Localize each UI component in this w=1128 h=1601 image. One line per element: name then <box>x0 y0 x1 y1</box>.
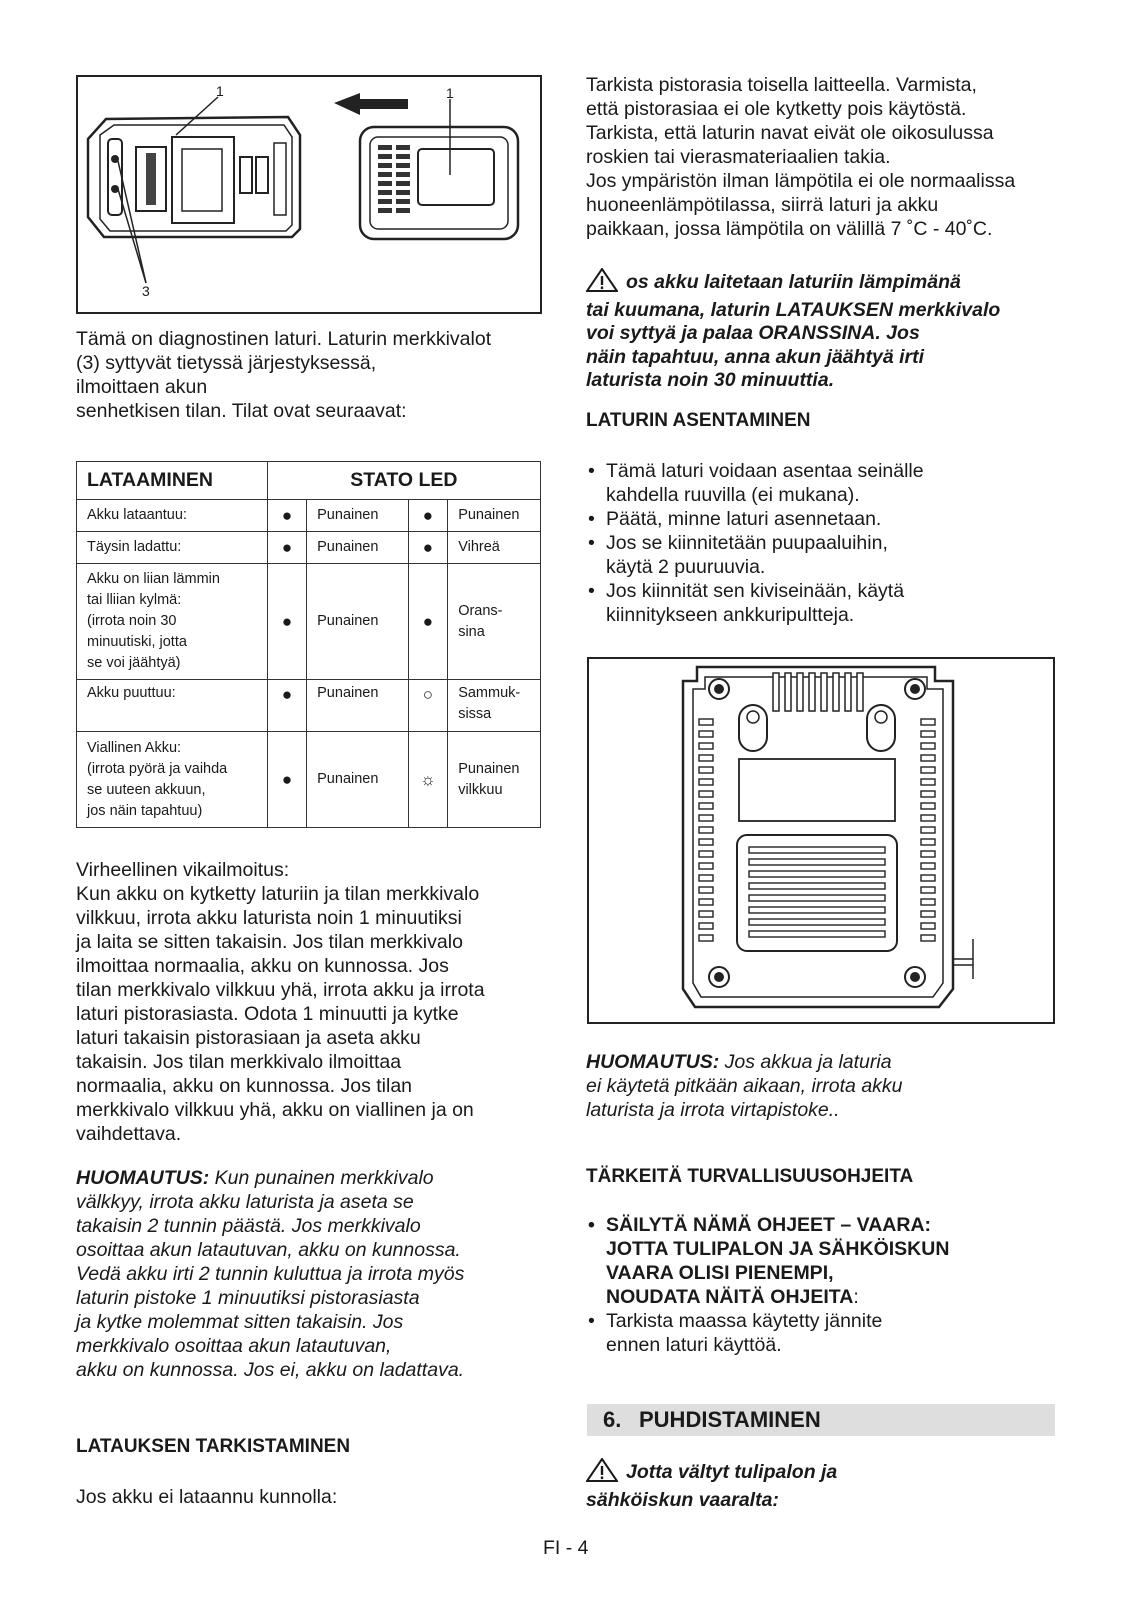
callout-3: 3 <box>142 283 150 299</box>
page-number: FI - 4 <box>543 1537 589 1559</box>
table-row <box>77 564 541 680</box>
note-line: välkkyy, irrota akku laturista ja aseta se <box>76 1191 414 1213</box>
led-1-symbol: ● <box>267 564 306 680</box>
intro-line: (3) syttyvät tietyssä järjestyksessä, <box>76 352 377 374</box>
note-line: takaisin 2 tunnin päästä. Jos merkkivalo <box>76 1215 421 1237</box>
fault-title: Virheellinen vikailmoitus: <box>76 859 290 881</box>
text-line: huoneenlämpötilassa, siirrä laturi ja akku <box>586 194 939 216</box>
fault-line: laturi pistorasiasta. Odota 1 minuutti ja kytke <box>76 1003 459 1025</box>
charger-bottom-drawing <box>589 659 1053 1022</box>
warning-triangle-icon <box>586 268 618 299</box>
led-1-color: Punainen <box>307 532 409 564</box>
text-line: roskien tai vierasmateriaalien takia. <box>586 146 891 168</box>
storage-note <box>586 1050 1056 1122</box>
list-item: • Tarkista maassa käytetty jännite ennen laturi käyttöä. <box>586 1309 1056 1357</box>
list-item: • SÄILYTÄ NÄMÄ OHJEET – VAARA: JOTTA TULIPALON JA SÄHKÖISKUN VAARA OLISI PIENEMPI, NOUDATA NÄITÄ OHJEITA: <box>586 1213 1056 1309</box>
note-label: HUOMAUTUS: <box>586 1051 720 1073</box>
section-title: PUHDISTAMINEN <box>639 1407 821 1432</box>
right-top-paragraph <box>586 73 1056 241</box>
callout-1-left: 1 <box>216 83 224 99</box>
fault-line: takaisin. Jos tilan merkkivalo ilmoittaa <box>76 1051 402 1073</box>
list-item: • Jos kiinnität sen kiviseinään, käytä kiinnitykseen ankkuripultteja. <box>586 579 1056 627</box>
warning-line: näin tapahtuu, anna akun jäähtyä irti <box>586 345 925 368</box>
check-text: Jos akku ei lataannu kunnolla: <box>76 1486 338 1508</box>
text-line: Tarkista, että laturin navat eivät ole oikosulussa <box>586 122 994 144</box>
fault-line: ja laita se sitten takaisin. Jos tilan merkkivalo <box>76 931 463 953</box>
text-line: että pistorasiaa ei ole kytketty pois käytöstä. <box>586 98 967 120</box>
charger-bottom-figure <box>587 657 1055 1024</box>
led-2-symbol: ● <box>408 564 447 680</box>
warning-line: sähköiskun vaaralta: <box>586 1488 779 1511</box>
led-1-color: Punainen <box>307 680 409 732</box>
fault-line: merkkivalo vilkkuu yhä, akku on viallinen ja on <box>76 1099 474 1121</box>
safety-heading: TÄRKEITÄ TURVALLISUUSOHJEITA <box>586 1166 914 1187</box>
led-2-color: Punainen vilkkuu <box>448 732 541 828</box>
note-line: ei käytetä pitkään aikaan, irrota akku <box>586 1075 903 1097</box>
intro-line: Tämä on diagnostinen laturi. Laturin merkkivalot <box>76 328 492 350</box>
section-number: 6. <box>603 1407 622 1432</box>
led-1-color: Punainen <box>307 732 409 828</box>
table-header-led-state: STATO LED <box>267 462 540 500</box>
note-line: Kun punainen merkkivalo <box>209 1167 434 1189</box>
list-item: • Tämä laturi voidaan asentaa seinälle kahdella ruuvilla (ei mukana). <box>586 459 1056 507</box>
row-label: Akku puuttuu: <box>77 680 268 732</box>
section-heading-bar <box>587 1404 1055 1436</box>
led-1-symbol: ● <box>267 680 306 732</box>
charger-battery-figure <box>76 75 542 314</box>
table-header-row <box>77 462 541 500</box>
note-line: Vedä akku irti 2 tunnin kuluttua ja irrota myös <box>76 1263 465 1285</box>
note-line: osoittaa akun latautuvan, akku on kunnossa. <box>76 1239 461 1261</box>
led-1-color: Punainen <box>307 500 409 532</box>
note-line: laturin pistoke 1 minuutiksi pistorasiasta <box>76 1287 420 1309</box>
intro-paragraph <box>76 327 546 423</box>
led-2-color: Punainen <box>448 500 541 532</box>
note-paragraph <box>76 1166 551 1382</box>
charger-battery-drawing <box>78 77 540 312</box>
led-status-table <box>76 461 541 828</box>
fault-line: laturi takaisin pistorasiaan ja aseta akku <box>76 1027 421 1049</box>
fault-line: tilan merkkivalo vilkkuu yhä, irrota akku ja irrota <box>76 979 485 1001</box>
text-line: Jos ympäristön ilman lämpötila ei ole normaalissa <box>586 170 1016 192</box>
note-line: merkkivalo osoittaa akun latautuvan, <box>76 1335 392 1357</box>
led-2-color: Vihreä <box>448 532 541 564</box>
warning-line: Jotta vältyt tulipalon ja <box>626 1461 838 1483</box>
check-heading: LATAUKSEN TARKISTAMINEN <box>76 1436 351 1457</box>
fault-section <box>76 858 551 1146</box>
table-row <box>77 532 541 564</box>
cleaning-warning <box>586 1458 1056 1512</box>
note-line: ja kytke molemmat sitten takaisin. Jos <box>76 1311 404 1333</box>
note-line: laturista ja irrota virtapistoke.. <box>586 1099 840 1121</box>
install-heading: LATURIN ASENTAMINEN <box>586 410 811 431</box>
list-item: • Jos se kiinnitetään puupaaluihin, käytä 2 puuruuvia. <box>586 531 1056 579</box>
fault-line: normaalia, akku on kunnossa. Jos tilan <box>76 1075 413 1097</box>
text-line: paikkaan, jossa lämpötila on välillä 7 ˚C - 40˚C. <box>586 218 993 240</box>
row-label: Viallinen Akku: (irrota pyörä ja vaihda se uuteen akkuun, jos näin tapahtuu) <box>77 732 268 828</box>
warning-triangle-icon <box>586 1458 618 1489</box>
row-label: Akku lataantuu: <box>77 500 268 532</box>
fault-line: ilmoittaa normaalia, akku on kunnossa. Jos <box>76 955 449 977</box>
warning-line: laturista noin 30 minuuttia. <box>586 369 835 391</box>
led-2-color: Sammuk- sissa <box>448 680 541 732</box>
table-header-charging: LATAAMINEN <box>77 462 268 500</box>
note-line: Jos akkua ja laturia <box>719 1051 892 1073</box>
warning-line: voi syttyä ja palaa ORANSSINA. Jos <box>586 322 920 344</box>
warning-line: os akku laitetaan laturiin lämpimänä <box>626 271 961 293</box>
led-1-color: Punainen <box>307 564 409 680</box>
safety-list <box>586 1213 1056 1357</box>
fault-line: vilkkuu, irrota akku laturista noin 1 minuutiksi <box>76 907 462 929</box>
intro-line: ilmoittaen akun <box>76 376 208 398</box>
led-2-symbol: ☼ <box>408 732 447 828</box>
fault-line: vaihdettava. <box>76 1123 182 1145</box>
table-row <box>77 680 541 732</box>
led-2-symbol: ○ <box>408 680 447 732</box>
led-2-symbol: ● <box>408 500 447 532</box>
callout-1-right: 1 <box>446 85 454 101</box>
note-line: akku on kunnossa. Jos ei, akku on ladattava. <box>76 1359 465 1381</box>
row-label: Akku on liian lämmin tai lliian kylmä: (irrota noin 30 minuutiski, jotta se voi jäähtyä) <box>77 564 268 680</box>
table-row <box>77 500 541 532</box>
note-label: HUOMAUTUS: <box>76 1167 210 1189</box>
row-label: Täysin ladattu: <box>77 532 268 564</box>
fault-line: Kun akku on kytketty laturiin ja tilan merkkivalo <box>76 883 480 905</box>
intro-line: senhetkisen tilan. Tilat ovat seuraavat: <box>76 400 407 422</box>
led-1-symbol: ● <box>267 532 306 564</box>
table-row <box>77 732 541 828</box>
led-2-symbol: ● <box>408 532 447 564</box>
led-1-symbol: ● <box>267 500 306 532</box>
text-line: Tarkista pistorasia toisella laitteella. Varmista, <box>586 74 977 96</box>
install-list <box>586 459 1056 627</box>
hot-battery-warning <box>586 268 1056 393</box>
list-item: • Päätä, minne laturi asennetaan. <box>586 507 1056 531</box>
led-2-color: Orans- sina <box>448 564 541 680</box>
warning-line: tai kuumana, laturin LATAUKSEN merkkivalo <box>586 298 1001 321</box>
led-1-symbol: ● <box>267 732 306 828</box>
